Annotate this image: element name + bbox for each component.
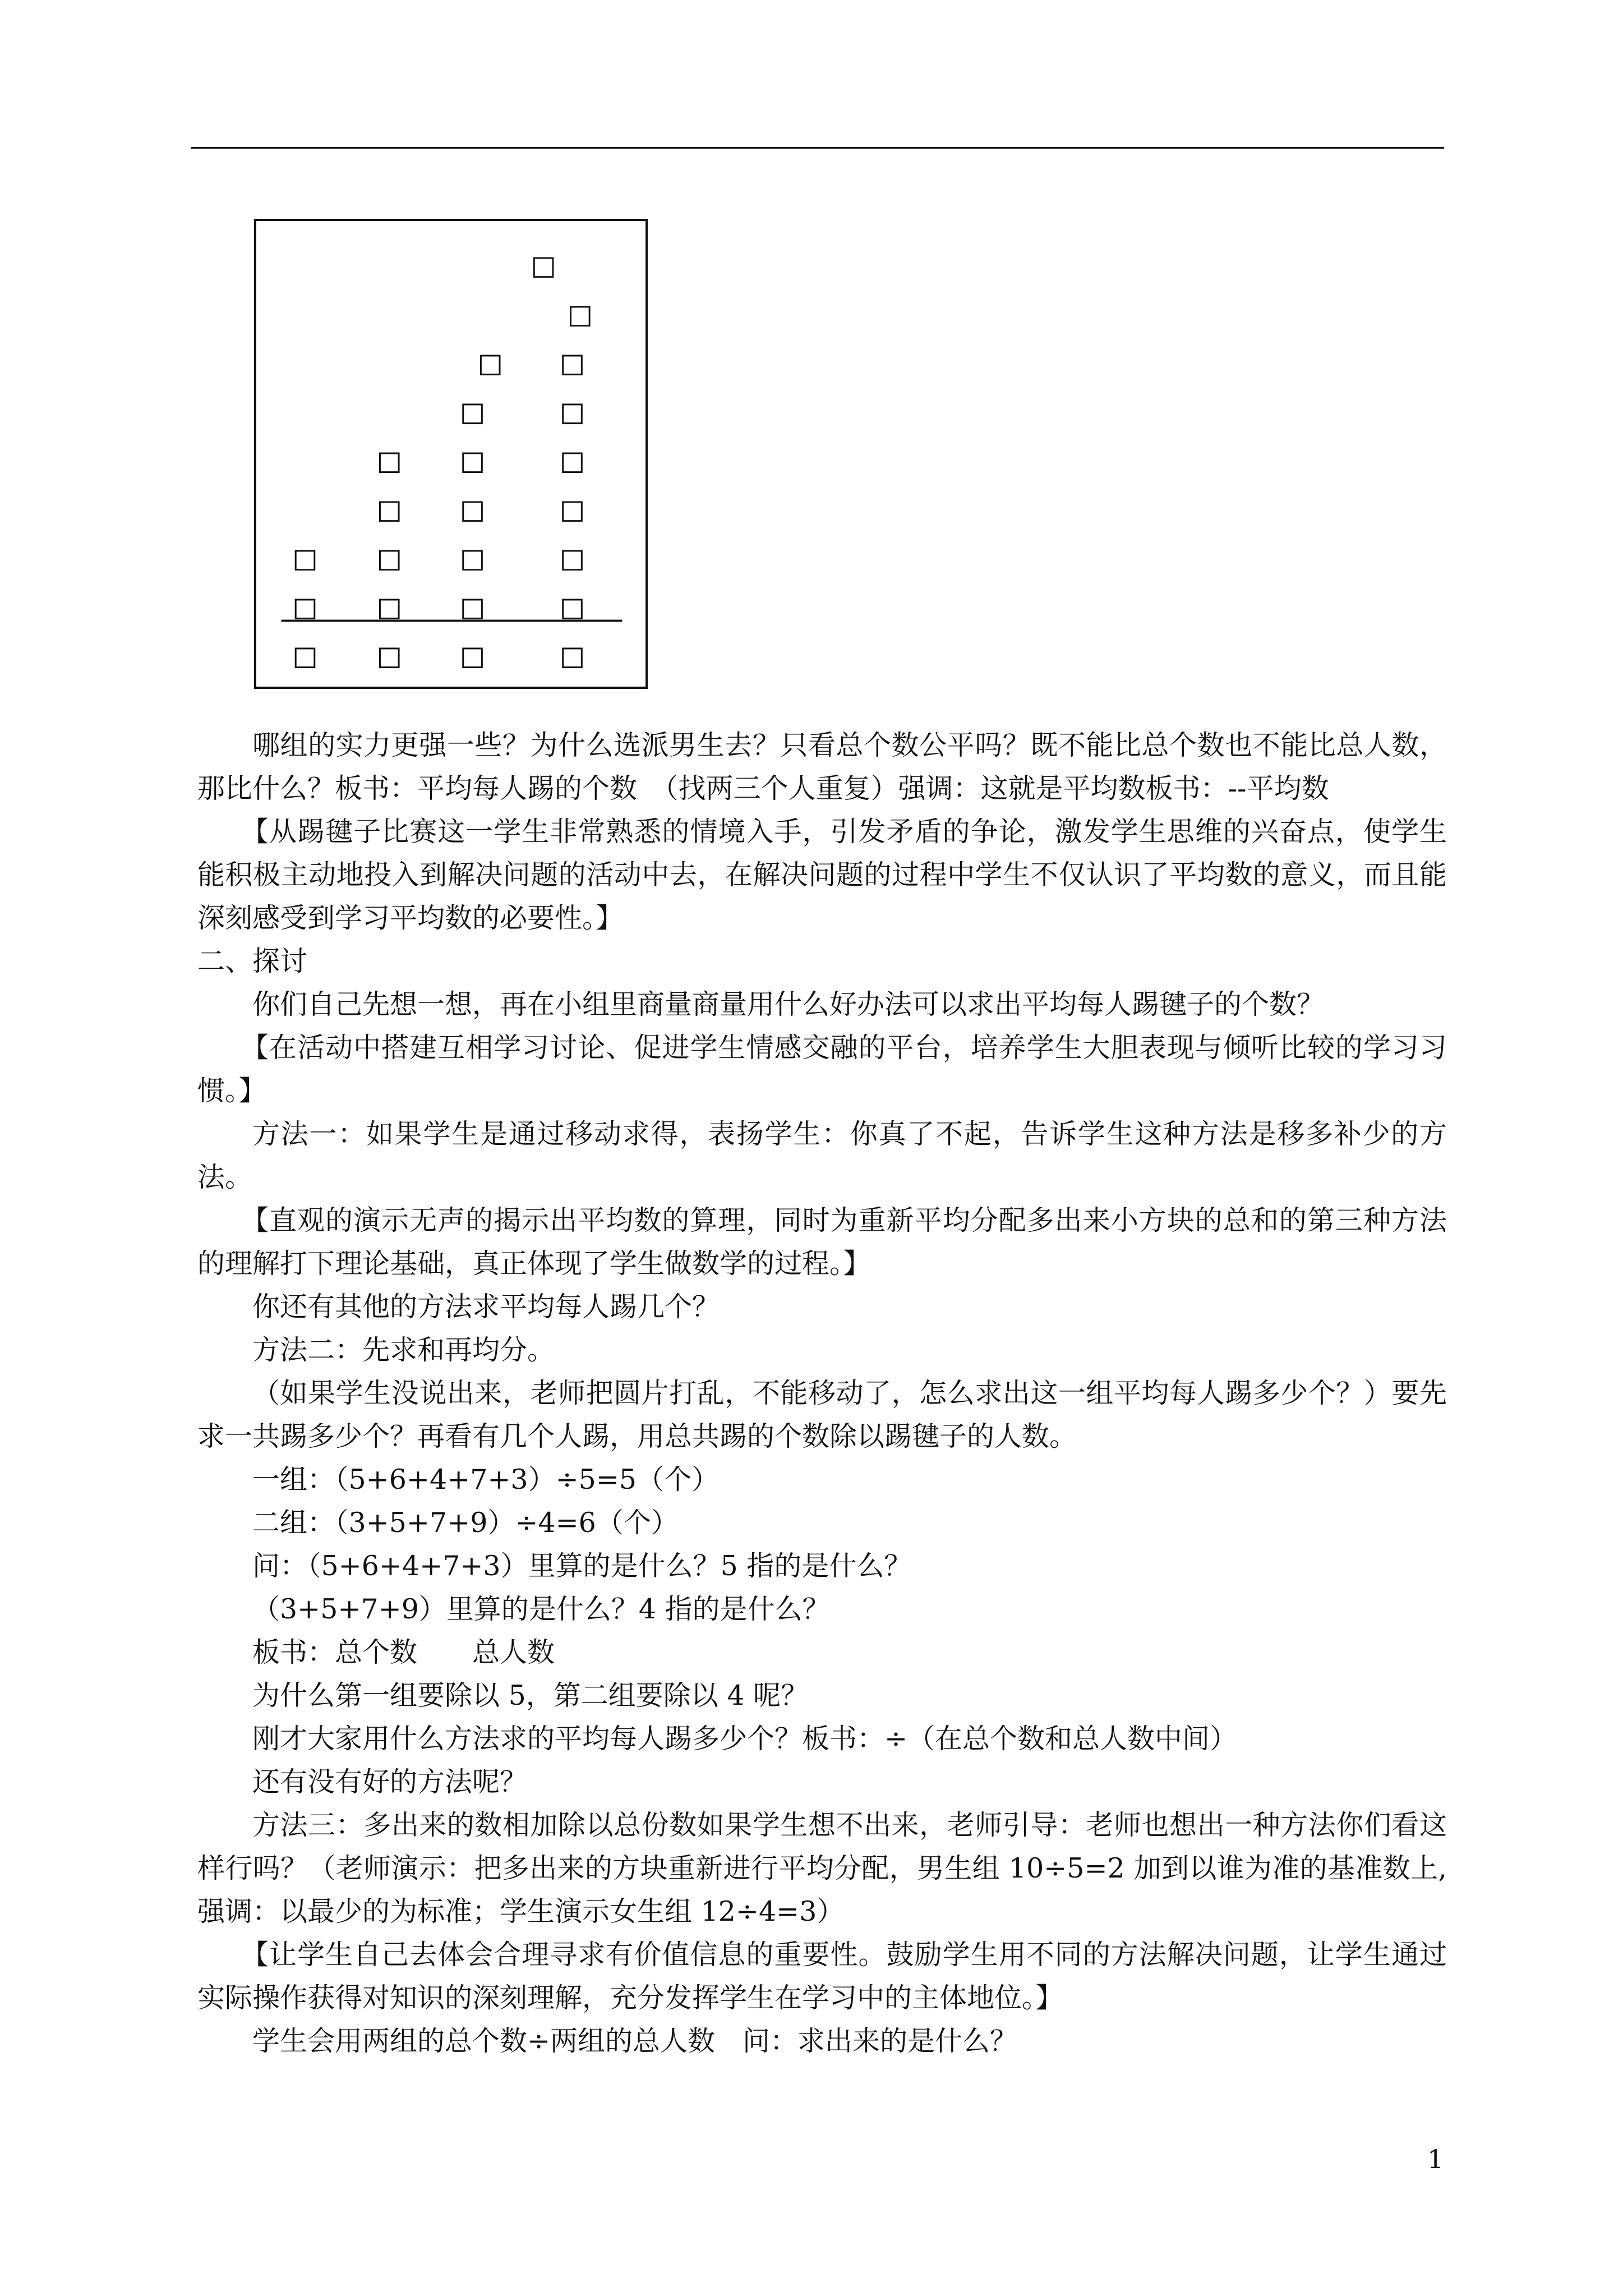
paragraph-total-average: 学生会用两组的总个数÷两组的总人数 问：求出来的是什么？ (252, 2025, 1018, 2057)
paragraph-other-methods: 你还有其他的方法求平均每人踢几个？ (252, 1291, 720, 1323)
paragraph-note-method-three: 【让学生自己去体会合理寻求有价值信息的重要性。鼓励学生用不同的方法解决问题，让学生通过实际操作获得对知识的深刻理解，充分发挥学生在学习中的主体地位。】 (197, 1939, 1447, 2014)
page-number: 1 (1427, 2144, 1444, 2174)
block-figure (254, 219, 648, 689)
paragraph-method-two: 方法二：先求和再均分。 (252, 1334, 555, 1366)
figure-square (534, 258, 553, 277)
figure-square (563, 502, 582, 521)
figure-square (296, 551, 315, 570)
figure-square (563, 356, 582, 375)
paragraph-why-divide: 为什么第一组要除以 5，第二组要除以 4 呢？ (252, 1680, 809, 1711)
figure-square (296, 600, 315, 619)
figure-square (463, 551, 482, 570)
figure-square-below (296, 648, 315, 668)
figure-square (571, 307, 590, 326)
paragraph-think: 你们自己先想一想，再在小组里商量商量用什么好办法可以求出平均每人踢毽子的个数？ (252, 988, 1325, 1020)
figure-square (463, 453, 482, 472)
figure-square (380, 600, 399, 619)
figure-square (563, 404, 582, 424)
figure-square-below (463, 648, 482, 668)
paragraph-better-method: 还有没有好的方法呢？ (252, 1766, 528, 1798)
figure-square-below (380, 648, 399, 668)
paragraph-note-method-one: 【直观的演示无声的揭示出平均数的算理，同时为重新平均分配多出来小方块的总和的第三种方法的理解打下理论基础，真正体现了学生做数学的过程。】 (197, 1204, 1447, 1280)
figure-square (563, 551, 582, 570)
block-diagram (256, 221, 645, 687)
figure-square (481, 356, 500, 375)
figure-square (563, 453, 582, 472)
figure-square (563, 600, 582, 619)
paragraph-board-totals: 板书：总个数 总人数 (252, 1636, 555, 1668)
paragraph-note-activity: 【在活动中搭建互相学习讨论、促进学生情感交融的平台，培养学生大胆表现与倾听比较的学习习惯。】 (197, 1032, 1447, 1107)
figure-square (463, 404, 482, 424)
paragraph-group-two: 二组：（3+5+7+9）÷4=6（个） (252, 1507, 679, 1539)
figure-square (380, 502, 399, 521)
section-heading-discuss: 二、探讨 (197, 945, 308, 977)
figure-square (463, 502, 482, 521)
paragraph-method-three: 方法三：多出来的数相加除以总份数如果学生想不出来，老师引导：老师也想出一种方法你们看这样行吗？（老师演示：把多出来的方块重新进行平均分配，男生组 10÷5=2 加到以谁为准的基准数上,强调：以最少的为标准；学生演示女生组 12÷4=3） (197, 1809, 1447, 1927)
paragraph-question-two: （3+5+7+9）里算的是什么？4 指的是什么？ (252, 1593, 830, 1625)
paragraph-group-one: 一组：（5+6+4+7+3）÷5=5（个） (252, 1464, 720, 1496)
header-rule (191, 147, 1444, 149)
paragraph-question-one: 问：（5+6+4+7+3）里算的是什么？5 指的是什么？ (252, 1550, 912, 1582)
figure-square (380, 453, 399, 472)
paragraph-method-one: 方法一：如果学生是通过移动求得，表扬学生：你真了不起，告诉学生这种方法是移多补少的方法。 (197, 1118, 1447, 1193)
figure-square (463, 600, 482, 619)
body-text (197, 724, 1447, 2063)
paragraph-board-divide: 刚才大家用什么方法求的平均每人踢多少个？板书：÷（在总个数和总人数中间） (252, 1723, 1238, 1755)
paragraph-note-intro: 【从踢毽子比赛这一学生非常熟悉的情境入手，引发矛盾的争论，激发学生思维的兴奋点，使学生能积极主动地投入到解决问题的活动中去，在解决问题的过程中学生不仅认识了平均数的意义，而且能深刻感受到学习平均数的必要性。】 (197, 816, 1447, 934)
figure-square-below (563, 648, 582, 668)
figure-square (380, 551, 399, 570)
paragraph-method-two-detail: （如果学生没说出来，老师把圆片打乱，不能移动了，怎么求出这一组平均每人踢多少个？）要先求一共踢多少个？再看有几个人踢，用总共踢的个数除以踢毽子的人数。 (197, 1377, 1447, 1452)
paragraph-question: 哪组的实力更强一些？为什么选派男生去？只看总个数公平吗？既不能比总个数也不能比总人数，那比什么？板书：平均每人踢的个数 （找两三个人重复）强调：这就是平均数板书：--平均数 (197, 729, 1447, 804)
